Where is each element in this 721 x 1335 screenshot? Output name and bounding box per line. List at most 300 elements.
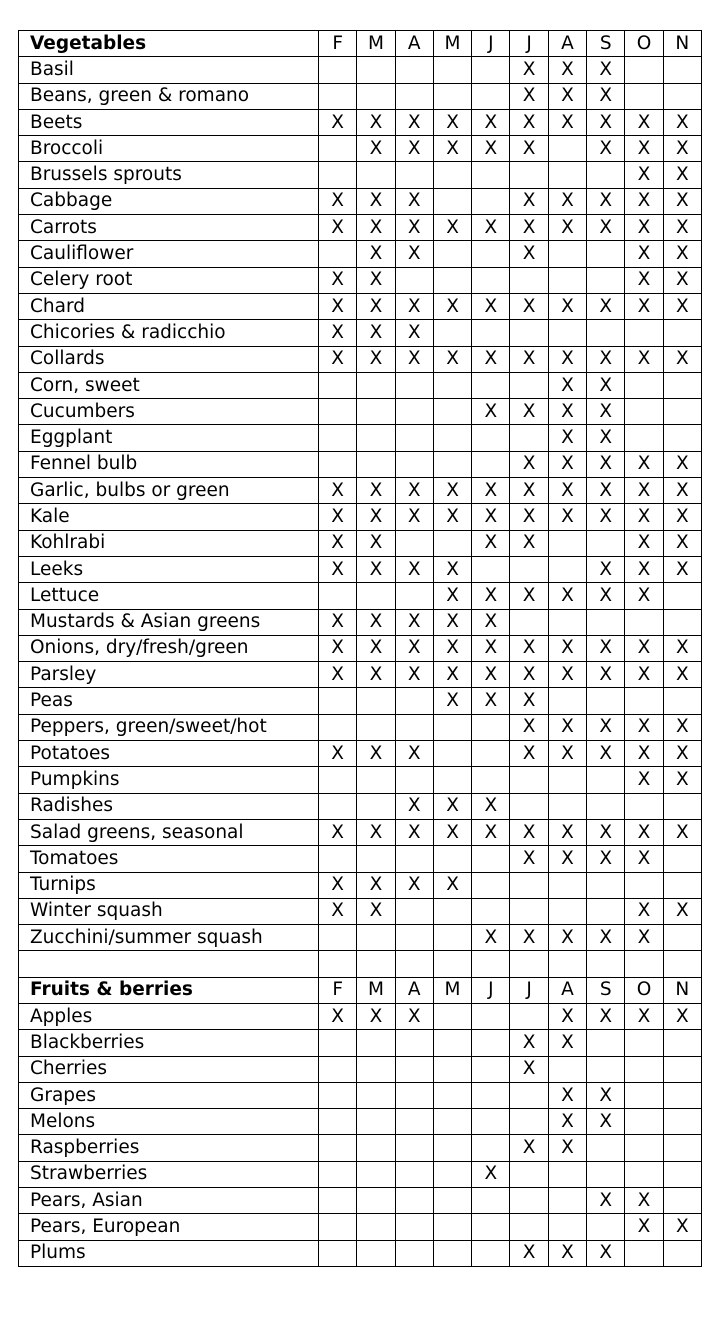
empty-cell [319,1082,357,1108]
available-mark: X [548,819,586,845]
available-mark: X [395,872,433,898]
available-mark: X [625,635,663,661]
available-mark: X [472,399,510,425]
available-mark: X [587,399,625,425]
empty-cell [433,57,471,83]
available-mark: X [663,241,701,267]
available-mark: X [510,1240,548,1266]
available-mark: X [433,109,471,135]
item-name: Collards [19,346,319,372]
empty-cell [395,451,433,477]
available-mark: X [587,635,625,661]
available-mark: X [663,741,701,767]
available-mark: X [548,57,586,83]
table-row [19,320,702,346]
month-header: J [510,31,548,57]
month-header: J [472,31,510,57]
item-name: Kohlrabi [19,530,319,556]
available-mark: X [625,819,663,845]
empty-cell [587,872,625,898]
month-header: J [472,977,510,1003]
available-mark: X [663,109,701,135]
available-mark: X [510,57,548,83]
empty-cell [357,425,395,451]
available-mark: X [357,898,395,924]
available-mark: X [472,346,510,372]
empty-cell [319,399,357,425]
empty-cell [319,846,357,872]
available-mark: X [357,741,395,767]
month-header: M [433,977,471,1003]
available-mark: X [510,504,548,530]
available-mark: X [472,109,510,135]
empty-cell [548,267,586,293]
empty-cell [433,1135,471,1161]
empty-cell [548,898,586,924]
item-name: Lettuce [19,583,319,609]
available-mark: X [587,188,625,214]
available-mark: X [357,1003,395,1029]
available-mark: X [663,293,701,319]
empty-cell [472,1082,510,1108]
available-mark: X [472,136,510,162]
empty-cell [548,530,586,556]
item-name: Leeks [19,556,319,582]
available-mark: X [587,136,625,162]
empty-cell [625,83,663,109]
empty-cell [472,1030,510,1056]
empty-cell [319,793,357,819]
empty-cell [548,1188,586,1214]
empty-cell [510,320,548,346]
empty-cell [433,1161,471,1187]
available-mark: X [625,714,663,740]
empty-cell [395,951,433,977]
empty-cell [395,425,433,451]
empty-cell [433,1056,471,1082]
empty-cell [625,1161,663,1187]
table-row [19,662,702,688]
empty-cell [472,846,510,872]
month-header: O [625,977,663,1003]
table-row [19,1135,702,1161]
empty-cell [357,1056,395,1082]
available-mark: X [587,57,625,83]
empty-cell [625,793,663,819]
table-row [19,504,702,530]
empty-cell [433,267,471,293]
available-mark: X [625,925,663,951]
empty-cell [433,1188,471,1214]
empty-cell [395,1056,433,1082]
available-mark: X [663,136,701,162]
available-mark: X [433,346,471,372]
available-mark: X [625,136,663,162]
empty-cell [472,372,510,398]
empty-cell [319,583,357,609]
empty-cell [510,1161,548,1187]
empty-cell [625,951,663,977]
available-mark: X [510,188,548,214]
empty-cell [625,425,663,451]
empty-cell [587,1214,625,1240]
available-mark: X [433,688,471,714]
available-mark: X [663,635,701,661]
table-row [19,819,702,845]
empty-cell [472,57,510,83]
empty-cell [548,1056,586,1082]
item-name: Salad greens, seasonal [19,819,319,845]
empty-cell [548,609,586,635]
item-name: Blackberries [19,1030,319,1056]
available-mark: X [548,1240,586,1266]
empty-cell [472,872,510,898]
item-name: Plums [19,1240,319,1266]
item-name: Winter squash [19,898,319,924]
available-mark: X [663,215,701,241]
empty-cell [433,530,471,556]
available-mark: X [548,504,586,530]
available-mark: X [510,478,548,504]
available-mark: X [510,109,548,135]
table-row [19,162,702,188]
empty-cell [319,1240,357,1266]
available-mark: X [587,819,625,845]
table-row [19,714,702,740]
empty-cell [395,767,433,793]
empty-cell [587,530,625,556]
empty-cell [587,162,625,188]
available-mark: X [663,504,701,530]
empty-cell [472,320,510,346]
empty-cell [663,83,701,109]
month-header: N [663,977,701,1003]
item-name: Garlic, bulbs or green [19,478,319,504]
available-mark: X [587,1188,625,1214]
empty-cell [319,1030,357,1056]
empty-cell [395,530,433,556]
table-row [19,1188,702,1214]
available-mark: X [587,925,625,951]
available-mark: X [548,399,586,425]
available-mark: X [548,741,586,767]
item-name: Radishes [19,793,319,819]
available-mark: X [319,662,357,688]
month-header: O [625,31,663,57]
available-mark: X [625,293,663,319]
empty-cell [548,556,586,582]
table-row [19,767,702,793]
empty-cell [357,1030,395,1056]
available-mark: X [625,451,663,477]
table-row [19,925,702,951]
empty-cell [663,951,701,977]
available-mark: X [548,1003,586,1029]
section-header-row [19,31,702,57]
available-mark: X [357,819,395,845]
empty-cell [510,872,548,898]
item-name: Broccoli [19,136,319,162]
empty-cell [357,793,395,819]
table-row [19,609,702,635]
available-mark: X [625,215,663,241]
empty-cell [663,925,701,951]
empty-cell [395,1188,433,1214]
available-mark: X [395,741,433,767]
empty-cell [663,846,701,872]
empty-cell [357,372,395,398]
available-mark: X [548,846,586,872]
available-mark: X [663,556,701,582]
empty-cell [587,267,625,293]
available-mark: X [510,819,548,845]
empty-cell [395,688,433,714]
empty-cell [663,1135,701,1161]
empty-cell [472,1003,510,1029]
table-row [19,241,702,267]
empty-cell [433,714,471,740]
empty-cell [433,162,471,188]
month-header: A [395,977,433,1003]
month-header: A [395,31,433,57]
empty-cell [625,1135,663,1161]
item-name: Brussels sprouts [19,162,319,188]
available-mark: X [395,556,433,582]
item-name: Celery root [19,267,319,293]
available-mark: X [625,504,663,530]
table-body [19,31,702,1267]
available-mark: X [548,925,586,951]
empty-cell [395,1082,433,1108]
empty-cell [433,399,471,425]
available-mark: X [319,267,357,293]
empty-cell [472,241,510,267]
item-name: Peppers, green/sweet/hot [19,714,319,740]
empty-cell [395,1240,433,1266]
available-mark: X [472,819,510,845]
empty-cell [472,556,510,582]
available-mark: X [663,767,701,793]
table-row [19,872,702,898]
available-mark: X [472,215,510,241]
table-row [19,1214,702,1240]
empty-cell [433,925,471,951]
available-mark: X [587,662,625,688]
available-mark: X [625,898,663,924]
empty-cell [319,372,357,398]
month-header: J [510,977,548,1003]
seasonal-availability-table [18,30,702,1267]
available-mark: X [663,346,701,372]
available-mark: X [587,583,625,609]
empty-cell [395,372,433,398]
item-name: Tomatoes [19,846,319,872]
available-mark: X [357,609,395,635]
month-header: F [319,977,357,1003]
table-row [19,556,702,582]
table-row [19,372,702,398]
empty-cell [395,714,433,740]
empty-cell [663,872,701,898]
table-row [19,399,702,425]
empty-cell [625,372,663,398]
empty-cell [663,688,701,714]
item-name: Turnips [19,872,319,898]
empty-cell [587,688,625,714]
section-title: Fruits & berries [19,977,319,1003]
empty-cell [472,267,510,293]
available-mark: X [510,241,548,267]
empty-cell [395,1109,433,1135]
empty-cell [510,898,548,924]
item-name: Pumpkins [19,767,319,793]
available-mark: X [510,583,548,609]
available-mark: X [548,83,586,109]
empty-cell [625,399,663,425]
empty-cell [395,267,433,293]
available-mark: X [319,188,357,214]
empty-cell [472,1056,510,1082]
empty-cell [587,898,625,924]
available-mark: X [663,819,701,845]
empty-cell [433,1109,471,1135]
available-mark: X [587,109,625,135]
available-mark: X [587,504,625,530]
empty-cell [663,399,701,425]
available-mark: X [395,320,433,346]
item-name: Onions, dry/fresh/green [19,635,319,661]
item-name: Cauliflower [19,241,319,267]
available-mark: X [433,478,471,504]
available-mark: X [510,215,548,241]
available-mark: X [395,609,433,635]
item-name: Corn, sweet [19,372,319,398]
empty-cell [625,1240,663,1266]
empty-cell [395,1030,433,1056]
empty-cell [663,583,701,609]
empty-cell [433,372,471,398]
available-mark: X [357,872,395,898]
available-mark: X [587,293,625,319]
month-header: S [587,31,625,57]
empty-cell [395,57,433,83]
available-mark: X [587,1240,625,1266]
empty-cell [319,425,357,451]
available-mark: X [395,478,433,504]
available-mark: X [472,662,510,688]
available-mark: X [663,1003,701,1029]
empty-cell [587,609,625,635]
empty-cell [433,1003,471,1029]
month-header: M [357,977,395,1003]
available-mark: X [625,1214,663,1240]
available-mark: X [510,451,548,477]
empty-cell [319,57,357,83]
empty-cell [357,1161,395,1187]
empty-cell [663,609,701,635]
available-mark: X [395,793,433,819]
table-row [19,188,702,214]
empty-cell [510,162,548,188]
available-mark: X [433,819,471,845]
available-mark: X [319,556,357,582]
empty-cell [357,1082,395,1108]
available-mark: X [510,1135,548,1161]
available-mark: X [472,635,510,661]
available-mark: X [357,556,395,582]
available-mark: X [663,662,701,688]
empty-cell [548,1214,586,1240]
item-name: Chicories & radicchio [19,320,319,346]
empty-cell [510,267,548,293]
available-mark: X [319,609,357,635]
available-mark: X [319,530,357,556]
empty-cell [395,162,433,188]
available-mark: X [625,583,663,609]
table-row [19,635,702,661]
available-mark: X [510,293,548,319]
item-name: Potatoes [19,741,319,767]
item-name: Cabbage [19,188,319,214]
empty-cell [472,188,510,214]
available-mark: X [587,846,625,872]
empty-cell [395,846,433,872]
available-mark: X [472,504,510,530]
table-row [19,215,702,241]
empty-cell [319,451,357,477]
available-mark: X [510,925,548,951]
available-mark: X [433,136,471,162]
table-row [19,293,702,319]
available-mark: X [319,819,357,845]
empty-cell [472,767,510,793]
available-mark: X [663,451,701,477]
empty-cell [625,1082,663,1108]
empty-cell [472,425,510,451]
available-mark: X [625,662,663,688]
available-mark: X [548,1030,586,1056]
table-row [19,346,702,372]
month-header: N [663,31,701,57]
table-row [19,898,702,924]
empty-cell [319,714,357,740]
available-mark: X [625,741,663,767]
empty-cell [663,425,701,451]
empty-cell [319,688,357,714]
available-mark: X [663,267,701,293]
table-row [19,530,702,556]
available-mark: X [472,583,510,609]
empty-cell [625,1109,663,1135]
available-mark: X [319,215,357,241]
available-mark: X [319,635,357,661]
available-mark: X [625,767,663,793]
empty-cell [357,1214,395,1240]
item-name: Fennel bulb [19,451,319,477]
empty-cell [472,951,510,977]
empty-cell [510,767,548,793]
available-mark: X [319,741,357,767]
table-row [19,583,702,609]
empty-cell [587,793,625,819]
table-row [19,1082,702,1108]
available-mark: X [433,556,471,582]
item-name: Raspberries [19,1135,319,1161]
available-mark: X [548,293,586,319]
available-mark: X [625,478,663,504]
empty-cell [319,1188,357,1214]
available-mark: X [433,635,471,661]
